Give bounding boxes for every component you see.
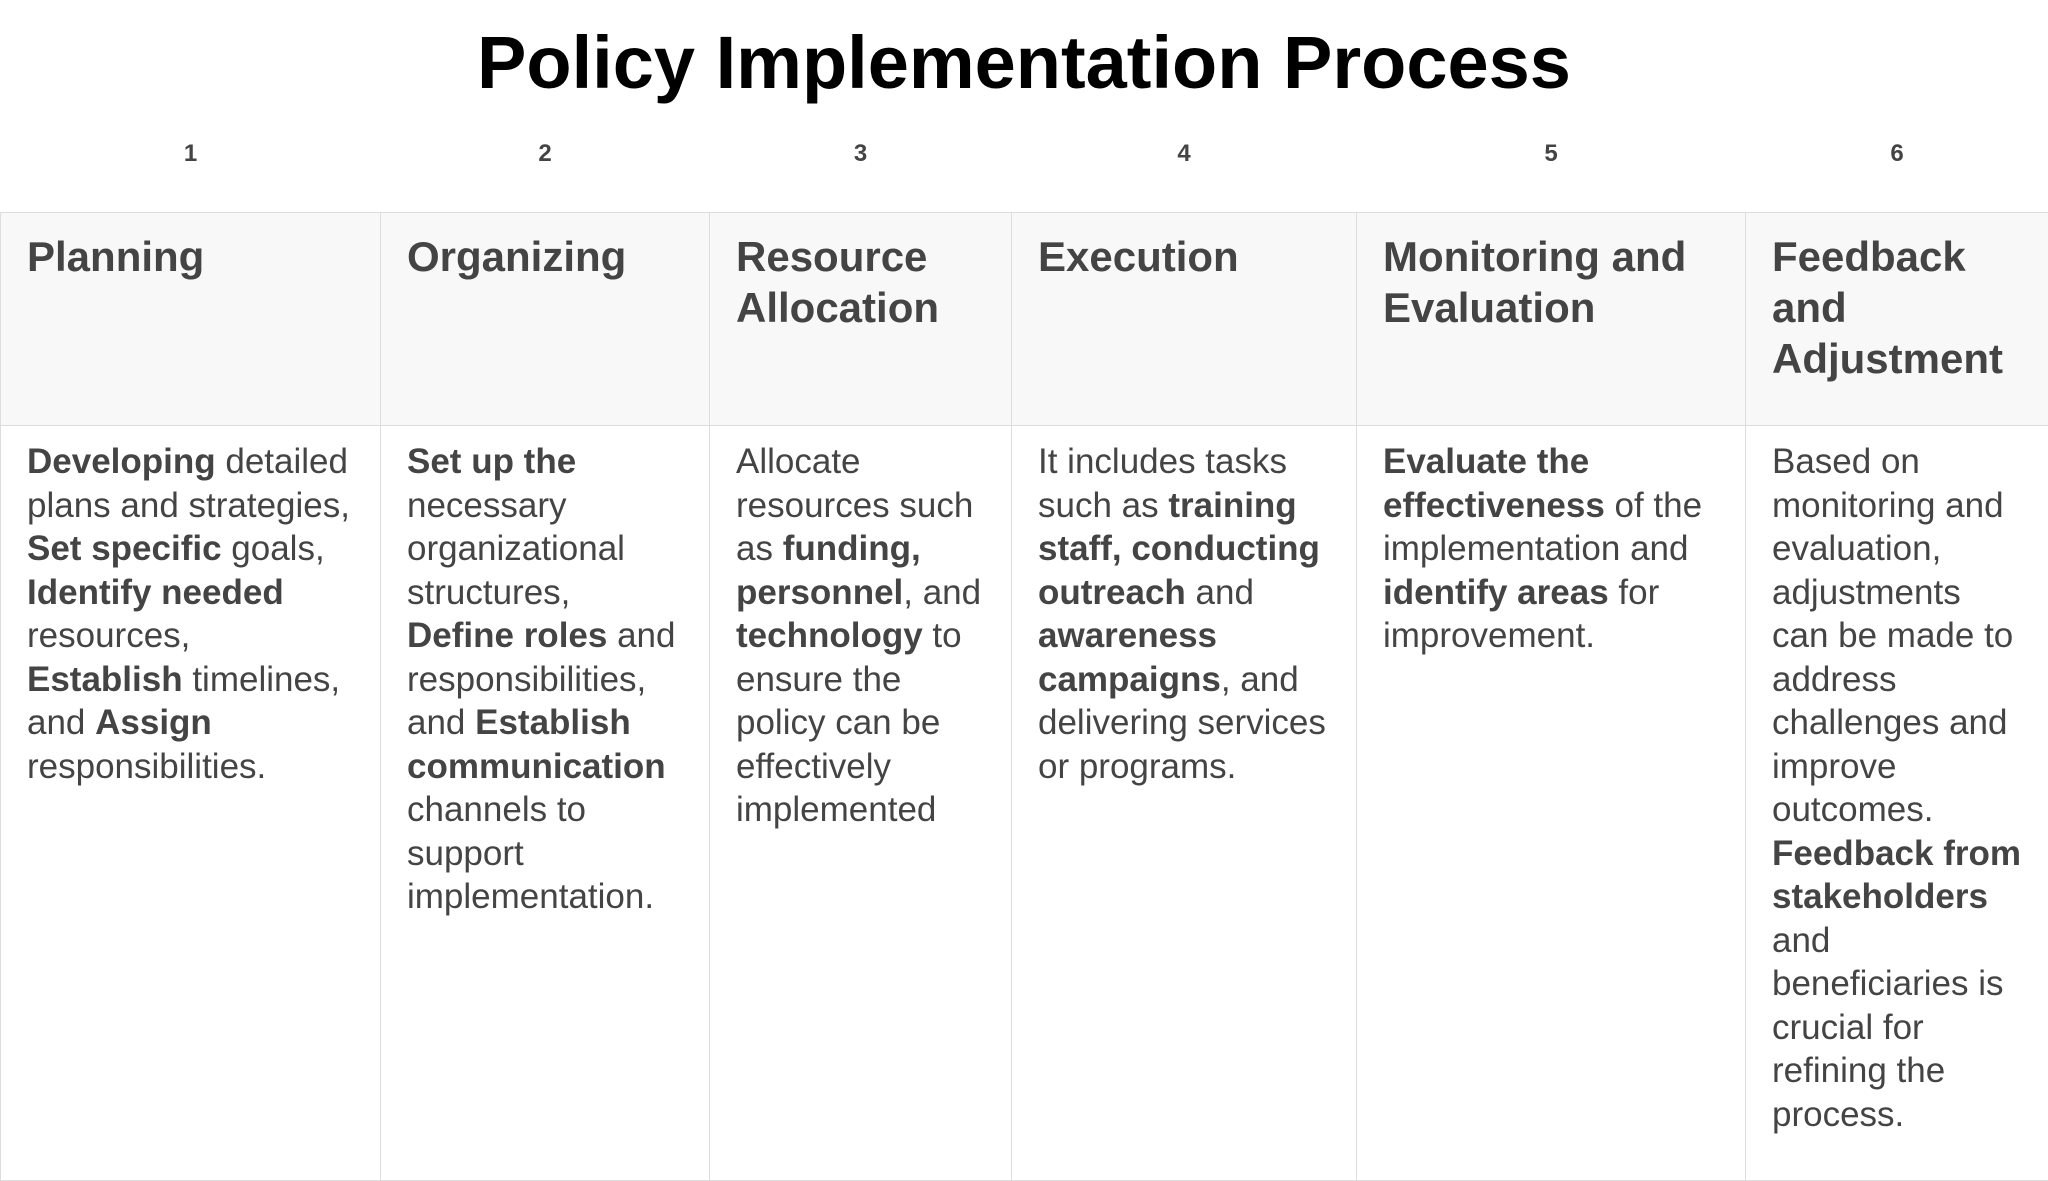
emphasized-text: Set specific (27, 529, 222, 568)
step-description-execution: It includes tasks such as training staff, conducting outreach and awareness campaigns, and delivering services or programs. (1012, 426, 1357, 1181)
step-header-execution: Execution (1012, 213, 1357, 426)
emphasized-text: Evaluate the effectiveness (1383, 442, 1605, 525)
emphasized-text: awareness campaigns (1038, 616, 1221, 699)
emphasized-text: Set up the (407, 442, 576, 481)
step-number: 4 (1012, 140, 1357, 213)
emphasized-text: funding, personnel (736, 529, 921, 612)
emphasized-text: Establish (27, 660, 183, 699)
emphasized-text: Establish communication (407, 703, 666, 786)
page-title: Policy Implementation Process (0, 18, 2048, 108)
step-header-monitoring-evaluation: Monitoring and Evaluation (1357, 213, 1746, 426)
emphasized-text: Define roles (407, 616, 607, 655)
step-number-row (1, 140, 2048, 213)
step-description-monitoring-evaluation: Evaluate the effectiveness of the implementation and identify areas for improvement. (1357, 426, 1746, 1181)
emphasized-text: Feedback from stakeholders (1772, 834, 2021, 917)
step-description-planning: Developing detailed plans and strategies, Set specific goals, Identify needed resources, Establish timelines, and Assign responsibilities. (1, 426, 381, 1181)
process-table (0, 140, 2048, 1181)
step-number: 3 (710, 140, 1012, 213)
step-header-planning: Planning (1, 213, 381, 426)
step-description-resource-allocation: Allocate resources such as funding, personnel, and technology to ensure the policy can be effectively implemented (710, 426, 1012, 1181)
step-number: 5 (1357, 140, 1746, 213)
step-header-resource-allocation: Resource Allocation (710, 213, 1012, 426)
step-number: 2 (381, 140, 710, 213)
step-header-row (1, 213, 2048, 426)
step-number: 1 (1, 140, 381, 213)
step-header-organizing: Organizing (381, 213, 710, 426)
emphasized-text: training staff, conducting outreach (1038, 486, 1320, 612)
emphasized-text: Developing (27, 442, 216, 481)
step-description-row (1, 426, 2048, 1181)
emphasized-text: Assign (95, 703, 212, 742)
emphasized-text: identify areas (1383, 573, 1609, 612)
step-header-feedback-adjustment: Feedback and Adjustment (1746, 213, 2048, 426)
emphasized-text: Identify needed (27, 573, 284, 612)
step-description-organizing: Set up the necessary organizational structures, Define roles and responsibilities, and Establish communication channels to support implementation. (381, 426, 710, 1181)
step-number: 6 (1746, 140, 2048, 213)
emphasized-text: technology (736, 616, 923, 655)
step-description-feedback-adjustment: Based on monitoring and evaluation, adjustments can be made to address challenges and improve outcomes. Feedback from stakeholders and beneficiaries is crucial for refining the process. (1746, 426, 2048, 1181)
